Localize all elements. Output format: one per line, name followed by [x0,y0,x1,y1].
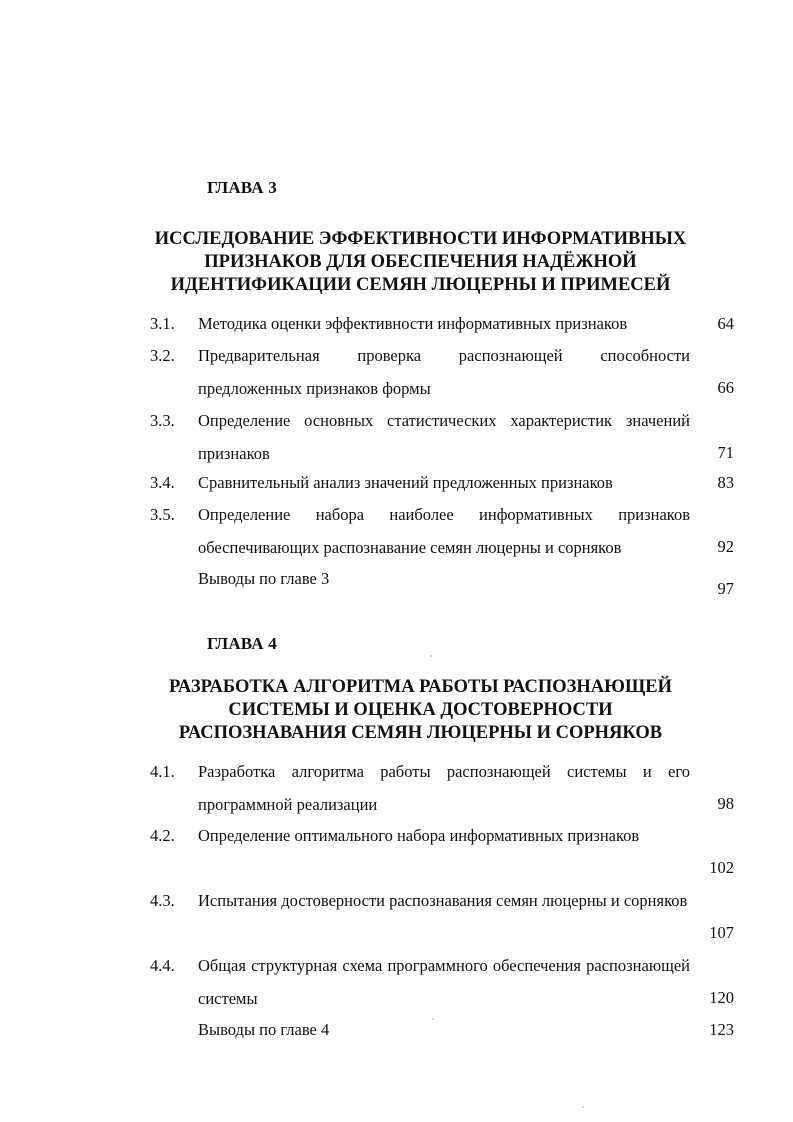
toc-entry-number: 4.1. [150,762,175,781]
toc-entry-text: Определение оптимального набора информативных признаков [198,826,640,845]
toc-entry-4-4 [150,950,740,1016]
toc-entry-4-2 [150,820,740,886]
toc-entry-text: Сравнительный анализ значений предложенных признаков [198,473,613,492]
toc-entry-page: 107 [709,923,734,942]
toc-entry-number: 4.3. [150,891,175,910]
toc-entry-3-conclusions [150,563,740,613]
scan-speck [582,1106,584,1108]
toc-entry-number: 4.2. [150,826,175,845]
toc-entry-text: Определение основных статистических характеристик значений признаков [198,411,690,463]
chapter-4-label: ГЛАВА 4 [207,634,277,653]
toc-entry-3-1 [150,308,740,342]
toc-entry-3-4 [150,467,740,501]
toc-entry-number: 3.3. [150,411,175,430]
scan-speck [430,655,432,657]
toc-entry-page: 92 [717,537,734,556]
toc-entry-page: 98 [717,794,734,813]
toc-entry-3-2 [150,340,740,406]
toc-entry-page: 102 [709,858,734,877]
toc-entry-page: 120 [709,988,734,1007]
toc-entry-text: Выводы по главе 4 [198,1020,330,1039]
toc-entry-text: Определение набора наиболее информативных признаков обеспечивающих распознавание семян люцерны и сорняков [198,505,690,557]
toc-entry-page: 123 [709,1020,734,1039]
toc-entry-text: Предварительная проверка распознающей способности предложенных признаков формы [198,346,690,398]
toc-entry-4-1 [150,756,740,822]
toc-entry-text: Испытания достоверности распознавания семян люцерны и сорняков [198,891,688,910]
toc-entry-page: 66 [717,378,734,397]
toc-entry-number: 3.4. [150,473,175,492]
toc-entry-text: Общая структурная схема программного обеспечения распознающей системы [198,956,690,1008]
chapter-3-label: ГЛАВА 3 [207,178,277,197]
toc-entry-4-3 [150,885,740,951]
toc-entry-text: Методика оценки эффективности информативных признаков [198,314,628,333]
toc-entry-page: 83 [717,473,734,492]
toc-entry-3-3 [150,405,740,471]
toc-entry-number: 3.1. [150,314,175,333]
toc-entry-3-5 [150,499,740,565]
chapter-4-title: РАЗРАБОТКА АЛГОРИТМА РАБОТЫ РАСПОЗНАЮЩЕЙ СИСТЕМЫ И ОЦЕНКА ДОСТОВЕРНОСТИ РАСПОЗНАВАНИЯ СЕМЯН ЛЮЦЕРНЫ И СОРНЯКОВ [168,677,673,743]
toc-entry-number: 3.5. [150,505,175,524]
scan-speck [432,1018,434,1020]
toc-entry-text: Разработка алгоритма работы распознающей системы и его программной реализации [198,762,690,814]
chapter-3-title: ИССЛЕДОВАНИЕ ЭФФЕКТИВНОСТИ ИНФОРМАТИВНЫХ ПРИЗНАКОВ ДЛЯ ОБЕСПЕЧЕНИЯ НАДЁЖНОЙ ИДЕНТИФИКАЦИИ СЕМЯН ЛЮЦЕРНЫ И ПРИМЕСЕЙ [154,229,687,295]
toc-entry-number: 4.4. [150,956,175,975]
toc-entry-4-conclusions [150,1014,740,1048]
toc-entry-number: 3.2. [150,346,175,365]
toc-entry-page: 64 [717,314,734,333]
toc-entry-page: 71 [717,443,734,462]
toc-entry-text: Выводы по главе 3 [198,569,330,588]
toc-entry-page: 97 [717,579,734,598]
